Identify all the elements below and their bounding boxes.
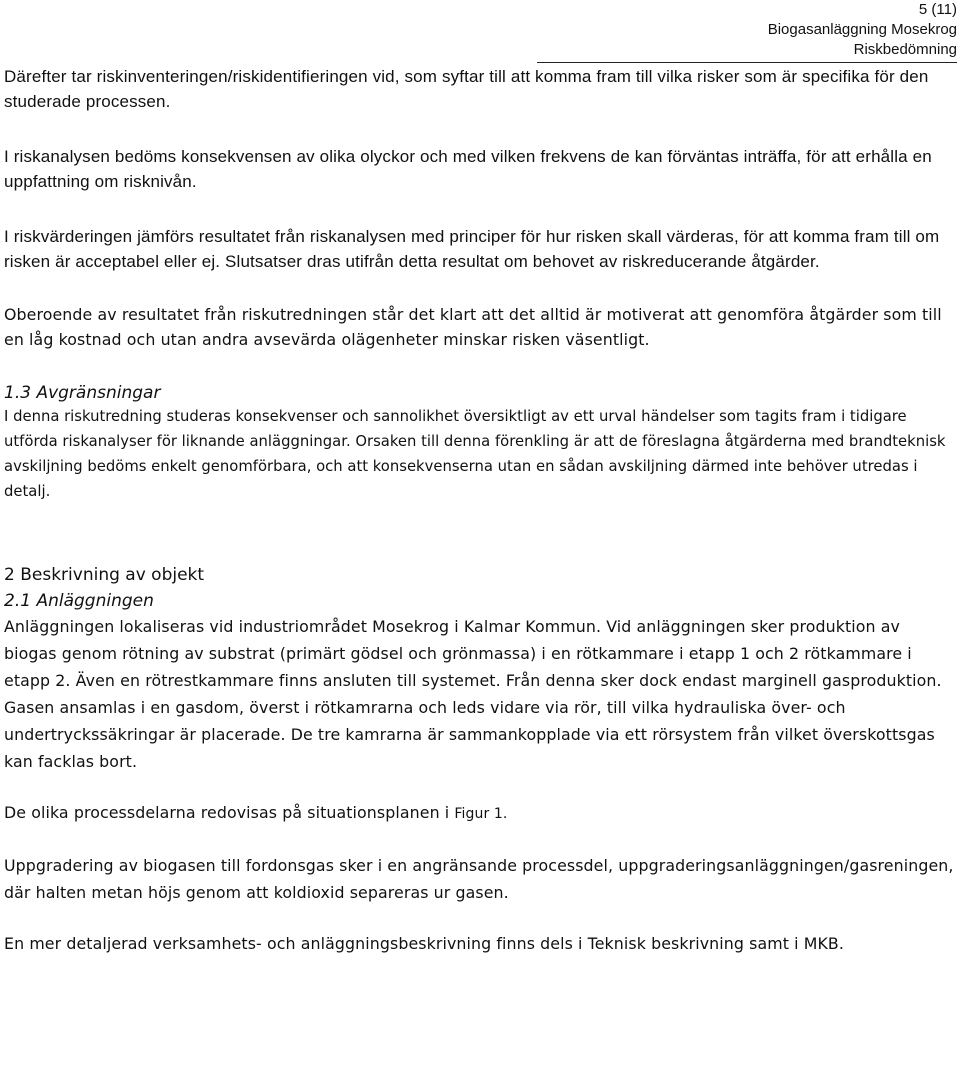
term-riskvardering: riskvärderingen (13, 227, 133, 246)
page-header (537, 0, 957, 63)
document-type: Riskbedömning (853, 41, 957, 58)
text-run: . (814, 252, 820, 271)
term-riskanalys: riskanalysen (13, 147, 111, 166)
paragraph-risk-analysis (4, 144, 956, 194)
paragraph-risk-inventory (4, 64, 956, 114)
paragraph-site-plan-reference (4, 799, 956, 828)
paragraph-risk-evaluation (4, 224, 956, 274)
text-run: vid, som syftar till att komma fram till vilka risker som är specifika för den studerade processen. (4, 67, 929, 111)
project-name: Biogasanläggning Mosekrog (767, 21, 957, 38)
paragraph-motivation: Oberoende av resultatet från riskutredningen står det klart att det alltid är motiverat att genomföra åtgärder som till en låg kostnad och utan andra avsevärda olägenheter minskar risken väsentligt. (4, 305, 942, 349)
document-body (4, 64, 956, 957)
paragraph-facility-description: Anläggningen lokaliseras vid industriområdet Mosekrog i Kalmar Kommun. Vid anläggningen sker produktion av biogas genom rötning av substrat (primärt gödsel och grönmassa) i en rötkammare i etapp 1 och 2 rötkammare i etapp 2. Även en rötrestkammare finns ansluten till systemet. Från denna sker dock endast marginell gasproduktion. Gasen ansamlas i en gasdom, överst i rötkamrarna och leds vidare via rör, till vilka hydrauliska över- och undertryckssäkringar är placerade. De tre kamrarna är sammankopplade via ett rörsystem från vilket överskottsgas kan facklas bort. (4, 617, 942, 771)
paragraph-delimitations: I denna riskutredning studeras konsekvenser och sannolikhet översiktligt av ett urval händelser som tagits fram i tidigare utförda riskanalyser för liknande anläggningar. Orsaken till denna förenkling är att de föreslagna åtgärderna med brandteknisk avskiljning bedöms enkelt genomförbara, och att konsekvenserna utan en sådan avskiljning därmed inte behöver utredas i detalj. (4, 408, 946, 500)
text-run: I (4, 227, 14, 246)
text-run: De olika processdelarna redovisas på situationsplanen i (4, 803, 455, 822)
paragraph-more-details: En mer detaljerad verksamhets- och anläggningsbeskrivning finns dels i Teknisk beskrivning samt i MKB. (4, 934, 844, 953)
term-riskreducerande-atgarder: riskreducerande åtgärder (622, 252, 815, 271)
text-run: bedöms konsekvensen av olika olyckor och med vilken frekvens de kan förväntas inträffa, för att erhålla en uppfattning om risknivån. (4, 147, 932, 191)
paragraph-upgrading: Uppgradering av biogasen till fordonsgas sker i en angränsande processdel, uppgraderingsanläggningen/gasreningen, där halten metan höjs genom att koldioxid separeras ur gasen. (4, 856, 954, 902)
figure-reference: Figur 1. (454, 806, 508, 822)
text-run: I (4, 147, 14, 166)
section-heading-2-1: 2.1 Anläggningen (4, 591, 154, 611)
section-heading-1-3: 1.3 Avgränsningar (4, 383, 161, 403)
page-number: 5 (11) (918, 1, 957, 18)
text-run: jämförs resultatet från riskanalysen med principer för hur risken skall värderas, för att komma fram till om risken är acceptabel eller ej. Slutsatser dras utifrån detta resultat om behovet av (4, 227, 940, 271)
text-run: Därefter tar (4, 67, 97, 86)
term-riskinventering: riskinventeringen/riskidentifieringen (96, 67, 368, 86)
section-heading-2: 2 Beskrivning av objekt (4, 565, 205, 585)
